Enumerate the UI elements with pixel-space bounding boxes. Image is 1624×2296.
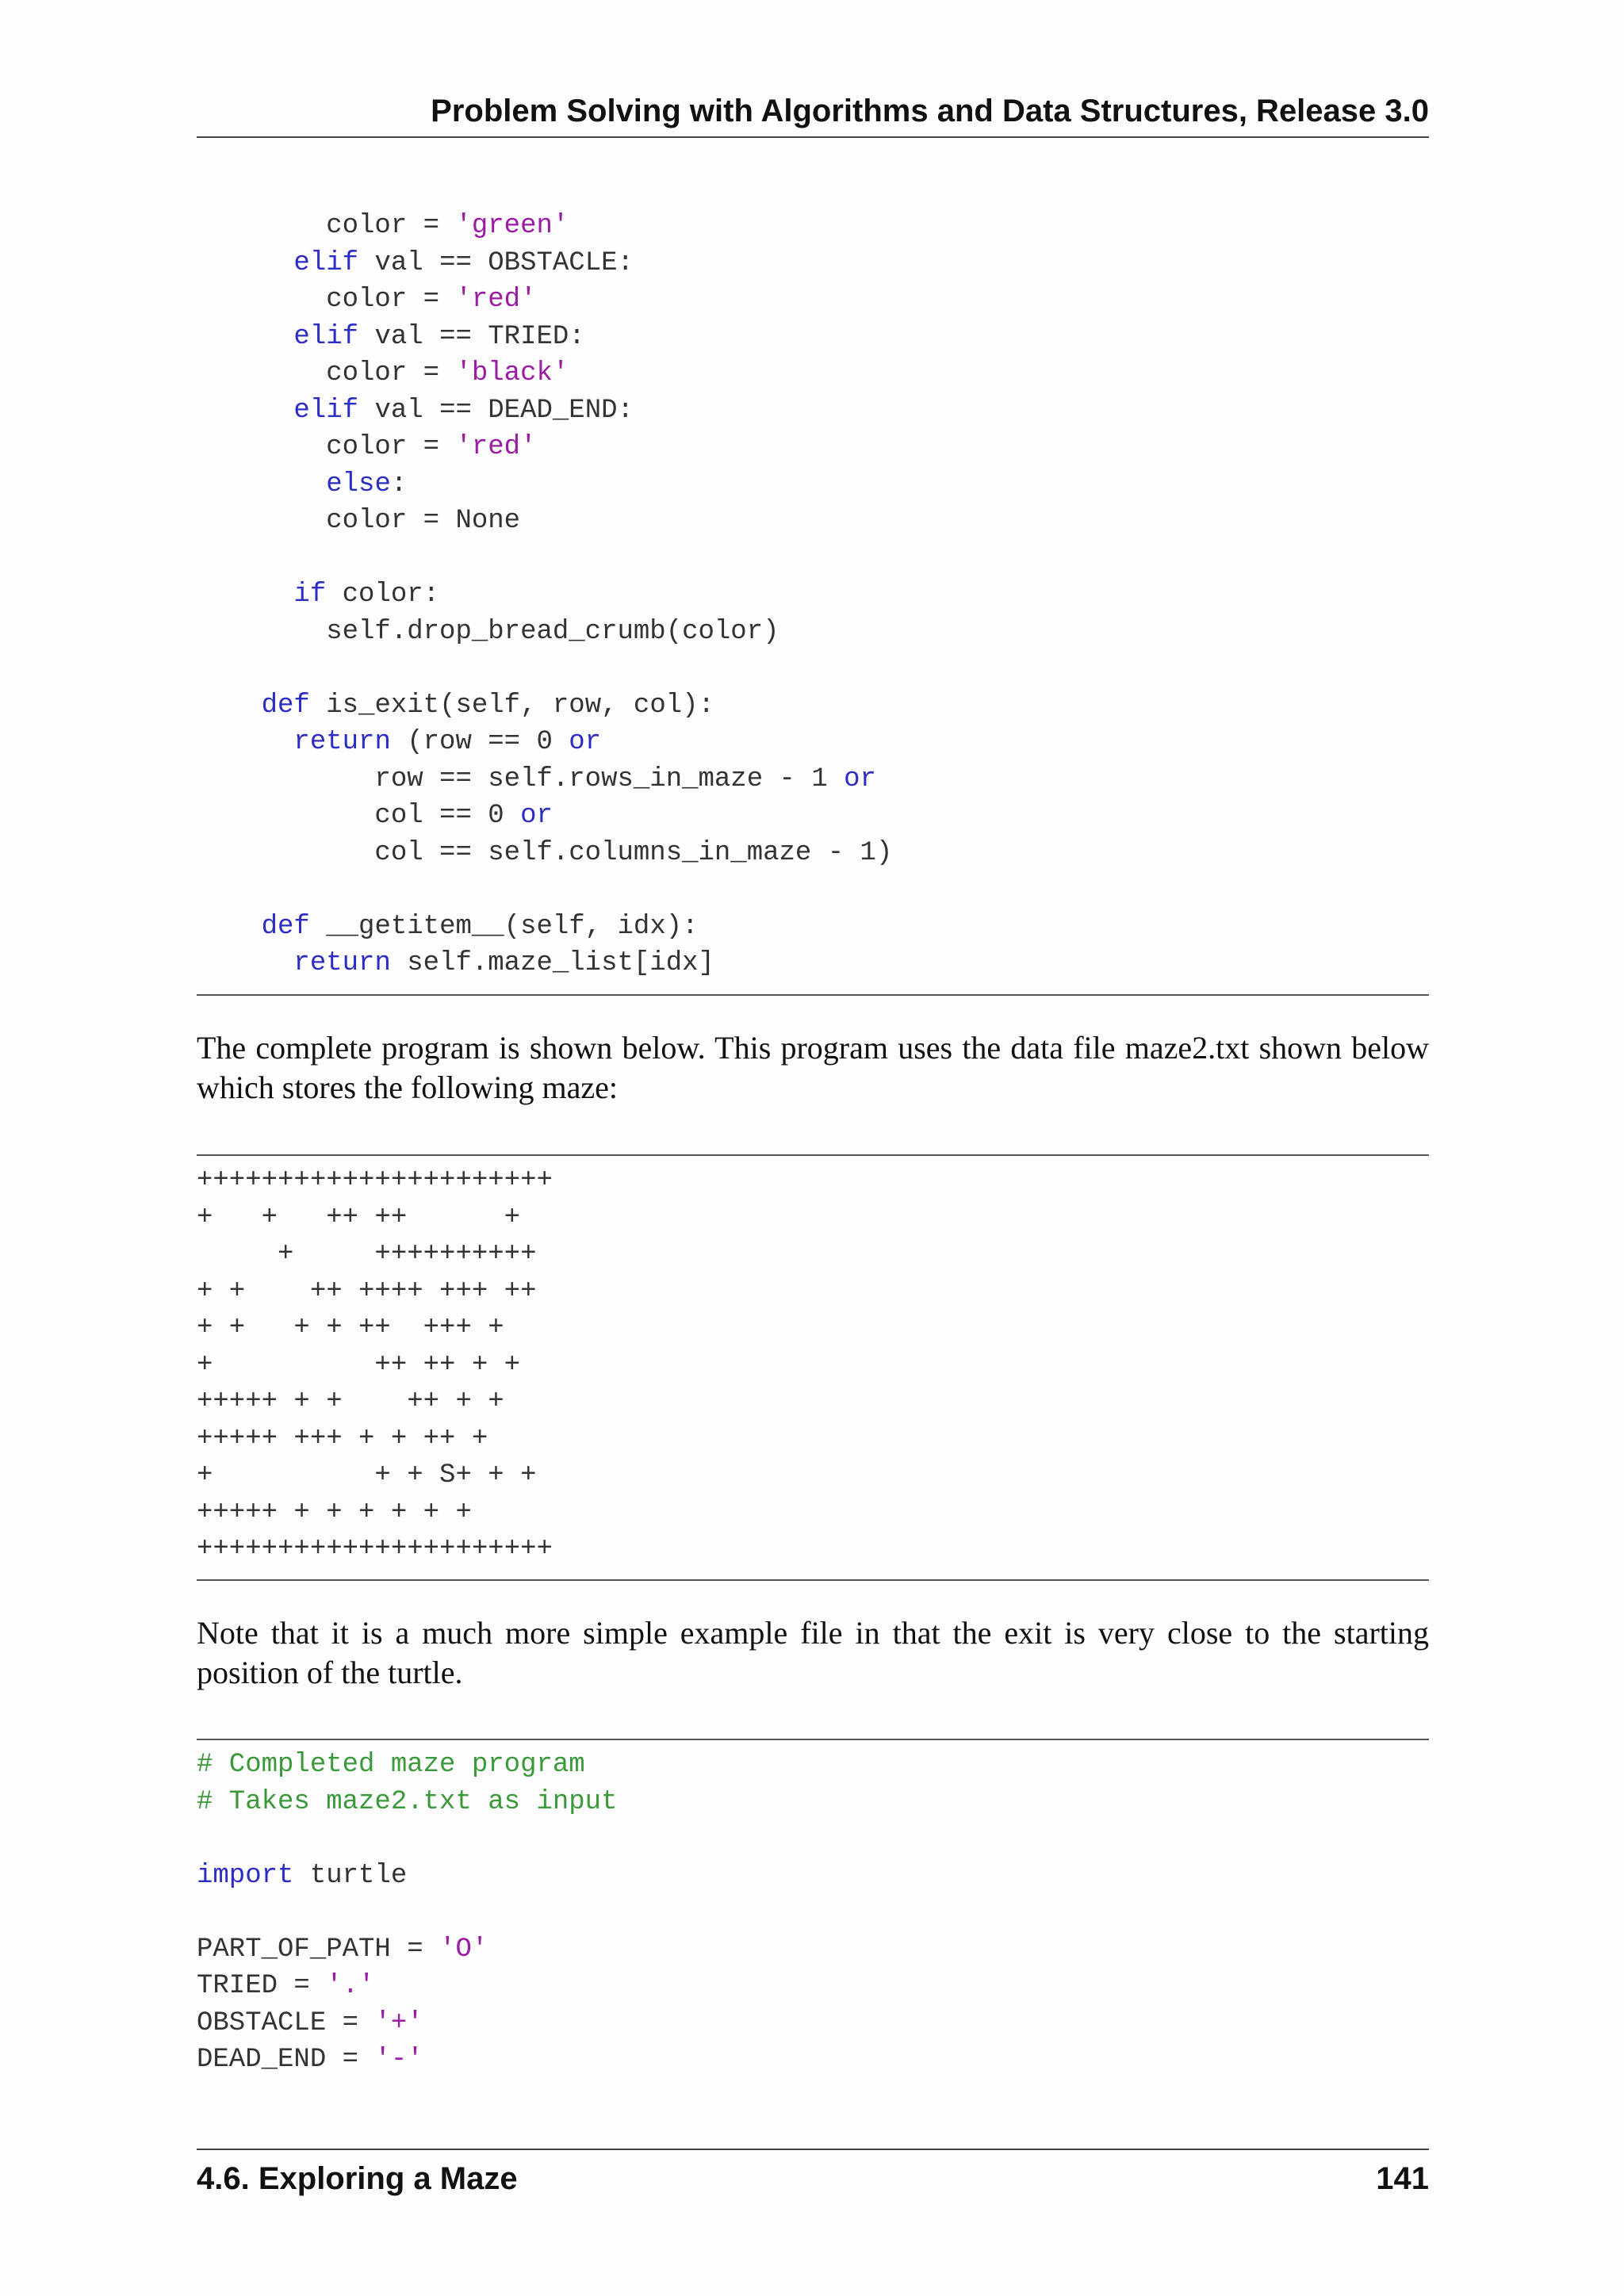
- code-line: [197, 322, 585, 352]
- code-text: + + ++ ++ +: [197, 1202, 521, 1233]
- code-text: [197, 248, 293, 278]
- code-block-2-top-rule: [197, 1739, 1429, 1740]
- code-line: [197, 285, 536, 315]
- code-keyword: elif: [293, 395, 359, 426]
- code-line: [197, 1424, 488, 1454]
- code-line: [197, 912, 699, 942]
- code-text: is_exit(self, row, col):: [309, 690, 714, 721]
- code-text: + + ++ ++++ +++ ++: [197, 1276, 537, 1307]
- code-text: val == TRIED:: [358, 321, 585, 352]
- code-block-maze-class: [197, 208, 1429, 982]
- code-text: val == OBSTACLE:: [358, 247, 634, 278]
- maze-file-listing: [197, 1162, 1429, 1568]
- maze-file-top-rule: [197, 1154, 1429, 1156]
- code-text: [197, 691, 262, 721]
- code-text: color =: [197, 432, 456, 462]
- code-keyword: or: [844, 763, 876, 794]
- running-title: Problem Solving with Algorithms and Data Structures, Release 3.0: [431, 94, 1429, 128]
- code-string: 'red': [455, 285, 537, 315]
- code-text: (row == 0: [390, 727, 569, 757]
- code-text: +++++ +++ + + ++ +: [197, 1423, 488, 1454]
- code-text: turtle: [293, 1860, 408, 1891]
- code-block-rule: [197, 994, 1429, 996]
- code-line: [197, 1203, 520, 1233]
- code-text: row == self.rows_in_maze - 1: [197, 763, 845, 794]
- code-keyword: if: [293, 580, 327, 610]
- code-line: [197, 1313, 504, 1343]
- code-text: OBSTACLE =: [197, 2007, 375, 2038]
- code-text: [197, 396, 293, 426]
- code-text: color =: [197, 358, 456, 388]
- code-keyword: elif: [293, 247, 359, 278]
- code-text: [197, 727, 293, 757]
- code-line: [197, 248, 634, 278]
- code-string: 'black': [455, 358, 569, 388]
- code-comment: # Takes maze2.txt as input: [197, 1786, 618, 1817]
- code-string: 'green': [455, 211, 569, 241]
- code-line: [197, 469, 407, 499]
- code-line: [197, 1787, 618, 1817]
- code-keyword: else: [326, 469, 391, 499]
- maze-file-bottom-rule: [197, 1579, 1429, 1581]
- code-line: [197, 764, 876, 794]
- code-string: 'red': [455, 432, 537, 462]
- page-footer: [197, 2149, 1429, 2201]
- code-line: [197, 358, 569, 388]
- code-text: color:: [326, 580, 440, 610]
- code-text: +++++ + + + + + +: [197, 1497, 472, 1528]
- code-keyword: def: [261, 690, 310, 721]
- code-line: [197, 432, 536, 462]
- code-text: ++++++++++++++++++++++: [197, 1534, 553, 1564]
- code-line: [197, 1350, 520, 1380]
- code-text: + ++ ++ + +: [197, 1349, 521, 1380]
- code-line: [197, 727, 601, 757]
- code-text: + + + + ++ +++ +: [197, 1313, 504, 1343]
- code-line: [197, 838, 892, 868]
- code-text: :: [390, 469, 408, 499]
- code-keyword: elif: [293, 321, 359, 352]
- code-line: [197, 1934, 488, 1965]
- code-line: [197, 1239, 536, 1269]
- code-string: '+': [374, 2007, 423, 2038]
- code-string: '.': [326, 1971, 375, 2001]
- code-line: [197, 1460, 536, 1490]
- code-line: [197, 1165, 553, 1196]
- footer-section-title: 4.6. Exploring a Maze: [197, 2161, 518, 2196]
- code-comment: # Completed maze program: [197, 1750, 585, 1780]
- code-line: [197, 1861, 407, 1891]
- code-line: [197, 2045, 423, 2075]
- code-text: PART_OF_PATH =: [197, 1934, 440, 1965]
- code-keyword: return: [293, 727, 391, 757]
- code-text: [197, 912, 262, 942]
- code-text: color =: [197, 211, 456, 241]
- paragraph-simple-example: Note that it is a much more simple example file in that the exit is very close to the starting position of the turtle.: [197, 1615, 1429, 1690]
- code-text: col == 0: [197, 801, 521, 831]
- code-text: col == self.columns_in_maze - 1): [197, 837, 893, 868]
- code-line: [197, 691, 714, 721]
- code-line: [197, 506, 520, 536]
- code-text: [197, 469, 326, 499]
- code-line: [197, 1534, 553, 1564]
- code-text: + ++++++++++: [197, 1239, 537, 1269]
- code-text: [197, 948, 293, 978]
- code-line: [197, 1498, 472, 1528]
- code-text: val == DEAD_END:: [358, 395, 634, 426]
- code-text: self.maze_list[idx]: [390, 948, 714, 978]
- footer-page-number: 141: [1376, 2161, 1429, 2196]
- code-string: 'O': [439, 1934, 488, 1965]
- code-text: ++++++++++++++++++++++: [197, 1165, 553, 1196]
- code-keyword: or: [520, 801, 553, 831]
- code-keyword: import: [197, 1860, 294, 1891]
- code-line: [197, 1750, 585, 1780]
- code-line: [197, 617, 779, 647]
- code-text: DEAD_END =: [197, 2045, 375, 2075]
- code-keyword: return: [293, 948, 391, 978]
- paragraph-complete-program: The complete program is shown below. This program uses the data file maze2.txt shown below which stores the following maze:: [197, 1030, 1429, 1105]
- code-text: __getitem__(self, idx):: [309, 911, 699, 942]
- code-line: [197, 2008, 423, 2038]
- code-line: [197, 211, 569, 241]
- code-line: [197, 801, 553, 831]
- code-text: self.drop_bread_crumb(color): [197, 616, 779, 647]
- code-text: [197, 580, 293, 610]
- code-block-completed-program: [197, 1747, 1429, 2079]
- code-keyword: def: [261, 911, 310, 942]
- code-line: [197, 1387, 504, 1417]
- code-text: +++++ + + ++ + +: [197, 1387, 504, 1417]
- code-string: '-': [374, 2045, 423, 2075]
- code-line: [197, 580, 439, 610]
- code-line: [197, 1276, 536, 1307]
- code-text: color =: [197, 285, 456, 315]
- code-line: [197, 1971, 374, 2001]
- code-text: color = None: [197, 506, 521, 536]
- code-keyword: or: [569, 727, 602, 757]
- code-text: TRIED =: [197, 1971, 327, 2001]
- code-line: [197, 948, 714, 978]
- code-text: [197, 322, 293, 352]
- running-header: [197, 86, 1429, 138]
- code-text: + + + S+ + +: [197, 1460, 537, 1490]
- code-line: [197, 396, 634, 426]
